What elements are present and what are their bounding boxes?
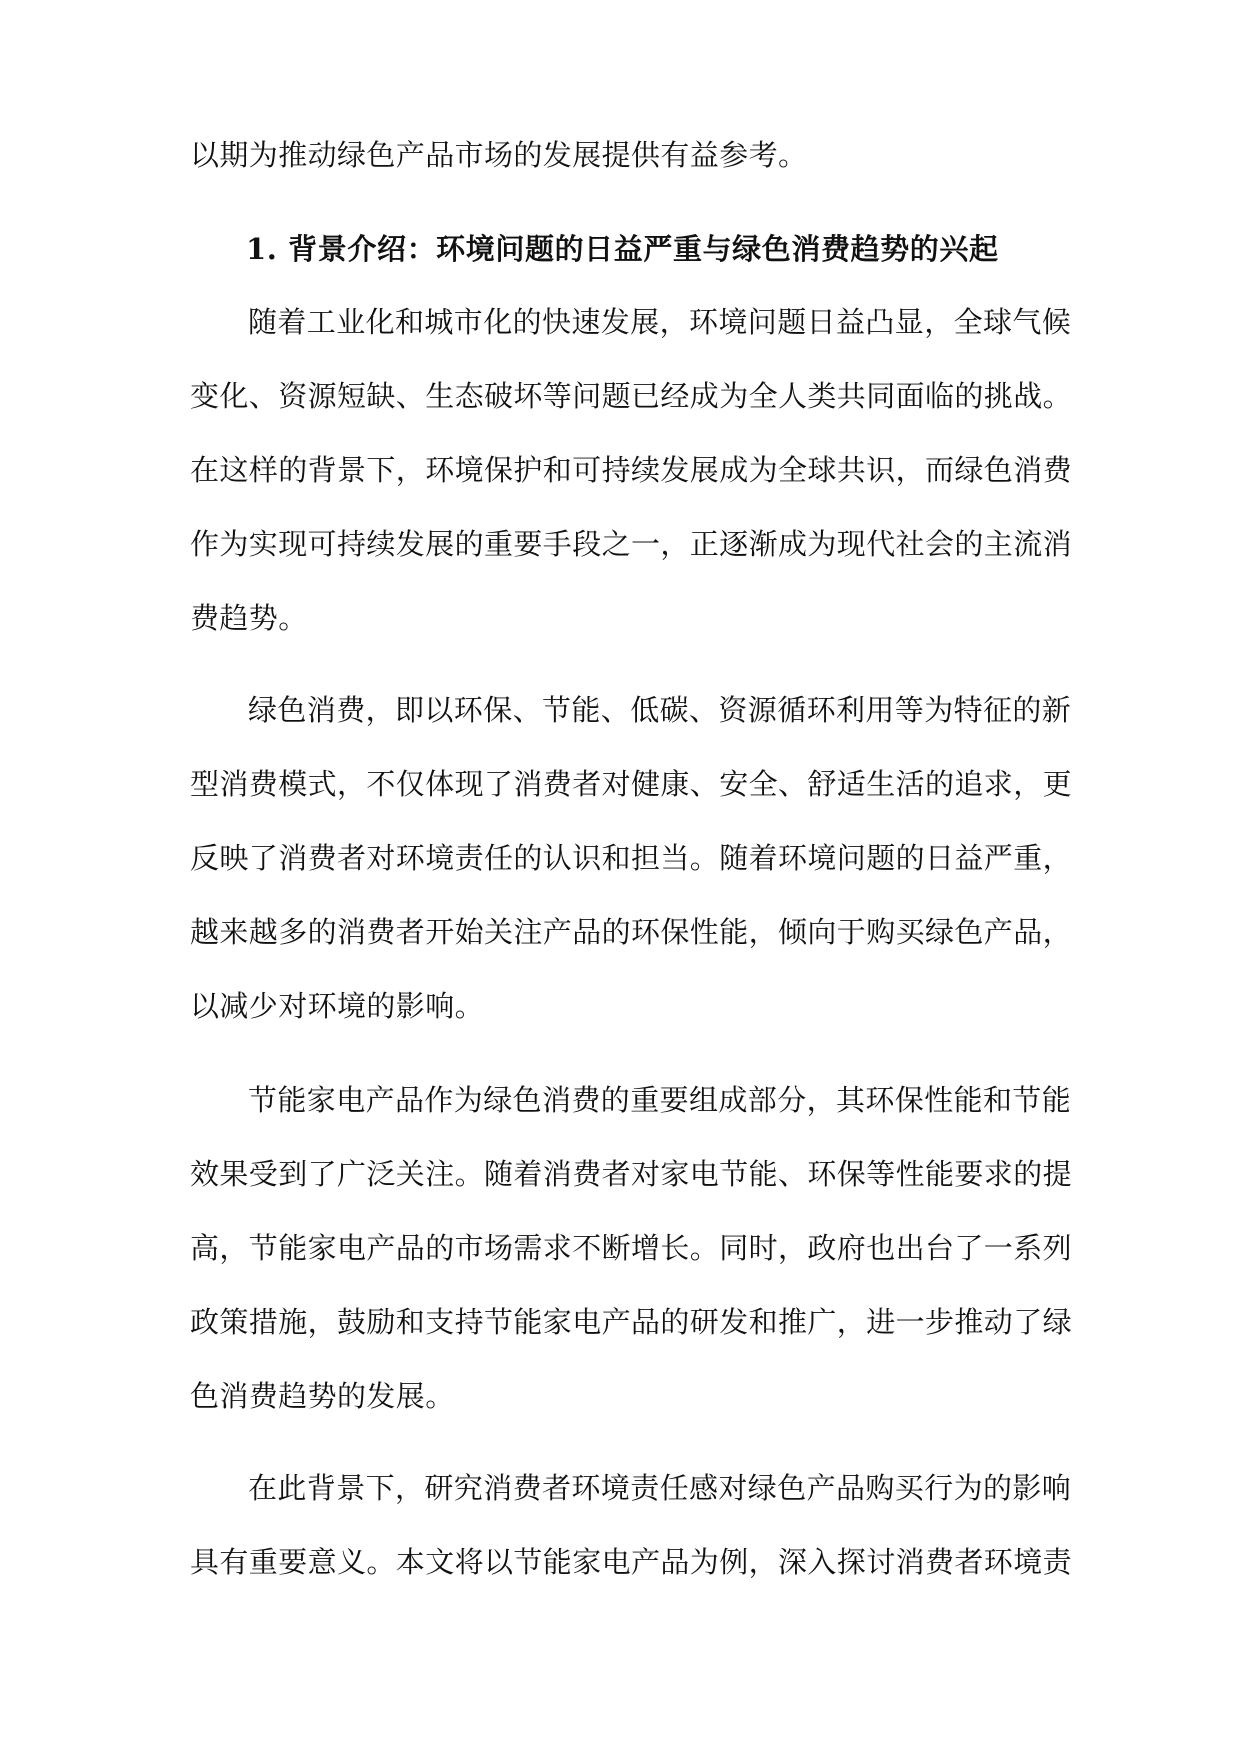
body-text-line: 型消费模式，不仅体现了消费者对健康、安全、舒适生活的追求，更 bbox=[190, 767, 1073, 801]
body-text-line: 色消费趋势的发展。 bbox=[190, 1379, 455, 1413]
body-text-line: 高，节能家电产品的市场需求不断增长。同时，政府也出台了一系列 bbox=[190, 1231, 1073, 1265]
body-text-line: 以减少对环境的影响。 bbox=[190, 989, 485, 1023]
body-text-line: 作为实现可持续发展的重要手段之一，正逐渐成为现代社会的主流消 bbox=[190, 527, 1073, 561]
body-text-line: 具有重要意义。本文将以节能家电产品为例，深入探讨消费者环境责 bbox=[190, 1545, 1073, 1579]
body-text-line: 以期为推动绿色产品市场的发展提供有益参考。 bbox=[190, 138, 808, 172]
body-text-line: 在这样的背景下，环境保护和可持续发展成为全球共识，而绿色消费 bbox=[190, 453, 1073, 487]
body-text-line: 随着工业化和城市化的快速发展，环境问题日益凸显，全球气候 bbox=[248, 305, 1072, 339]
body-text-line: 绿色消费，即以环保、节能、低碳、资源循环利用等为特征的新 bbox=[248, 693, 1072, 727]
section-heading: 1. 背景介绍：环境问题的日益严重与绿色消费趋势的兴起 bbox=[246, 232, 999, 266]
body-text-line: 反映了消费者对环境责任的认识和担当。随着环境问题的日益严重， bbox=[190, 841, 1073, 875]
body-text-line: 变化、资源短缺、生态破坏等问题已经成为全人类共同面临的挑战。 bbox=[190, 379, 1073, 413]
body-text-line: 政策措施，鼓励和支持节能家电产品的研发和推广，进一步推动了绿 bbox=[190, 1305, 1073, 1339]
body-text-line: 费趋势。 bbox=[190, 601, 308, 635]
body-text-line: 在此背景下，研究消费者环境责任感对绿色产品购买行为的影响 bbox=[248, 1471, 1072, 1505]
body-text-line: 节能家电产品作为绿色消费的重要组成部分，其环保性能和节能 bbox=[248, 1083, 1072, 1117]
body-text-line: 效果受到了广泛关注。随着消费者对家电节能、环保等性能要求的提 bbox=[190, 1157, 1073, 1191]
body-text-line: 越来越多的消费者开始关注产品的环保性能，倾向于购买绿色产品， bbox=[190, 915, 1073, 949]
